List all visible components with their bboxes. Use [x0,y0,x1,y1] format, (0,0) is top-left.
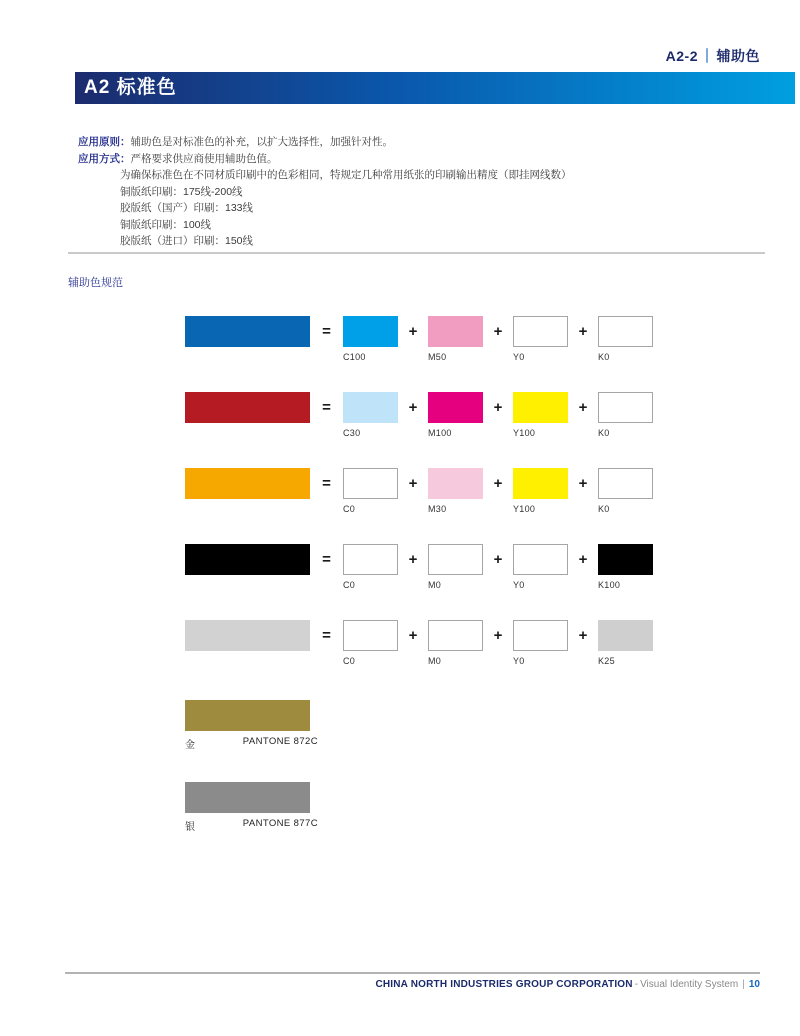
pantone-code: PANTONE 877C [242,818,318,829]
component-swatch [343,392,398,423]
component-swatch [598,392,653,423]
print-notes [120,167,572,250]
plus-sign: + [578,323,588,340]
component-label: M100 [428,428,452,438]
component-swatch [513,468,568,499]
intro-text-block [78,134,572,250]
cmyk-component [428,316,483,362]
cmyk-component [343,468,398,514]
component-swatch [428,316,483,347]
cmyk-component [428,392,483,438]
pantone-gold-labels [185,736,318,751]
component-label: Y0 [513,580,525,590]
cmyk-component [343,392,398,438]
component-label: C30 [343,428,361,438]
section-code: A2-2 [665,48,698,64]
component-label: M0 [428,580,442,590]
component-swatch [513,316,568,347]
footer-dash: - [634,979,639,990]
component-label: K0 [598,504,610,514]
cmyk-component [343,620,398,666]
plus-sign: + [408,475,418,492]
page-number: 10 [748,979,760,990]
cmyk-component [598,316,653,362]
component-label: M30 [428,504,447,514]
component-label: C100 [343,352,366,362]
note-line: 铜版纸印刷：175线-200线 [120,185,243,198]
cmyk-component [598,620,653,666]
section-divider-line [68,252,765,254]
component-swatch [513,544,568,575]
pantone-gold-block [185,700,318,751]
color-equation-row [185,620,653,666]
component-label: C0 [343,656,356,666]
plus-sign: + [493,323,503,340]
component-label: K0 [598,428,610,438]
result-color-swatch [185,544,310,575]
pantone-silver-block [185,782,318,833]
cmyk-component [343,544,398,590]
component-swatch [598,468,653,499]
pantone-gold-swatch [185,700,310,731]
component-swatch [343,316,398,347]
footer-company-name: CHINA NORTH INDUSTRIES GROUP CORPORATION [375,979,633,990]
footer-divider-line [65,972,760,974]
result-color-swatch [185,392,310,423]
principle-text: 辅助色是对标准色的补充，以扩大选择性，加强针对性。 [130,136,393,148]
component-swatch [598,316,653,347]
equals-sign: = [322,551,331,568]
component-swatch [513,620,568,651]
section-title: 辅助色规范 [68,277,123,289]
component-label: Y100 [513,428,536,438]
footer [375,979,760,990]
component-label: Y0 [513,352,525,362]
component-swatch [343,468,398,499]
cmyk-component [513,316,568,362]
component-label: Y100 [513,504,536,514]
footer-system-name: Visual Identity System [640,979,739,990]
cmyk-component [428,544,483,590]
component-swatch [428,392,483,423]
component-label: M50 [428,352,447,362]
equals-sign: = [322,323,331,340]
plus-sign: + [408,399,418,416]
component-swatch [428,468,483,499]
header-separator-bar: ｜ [700,48,715,64]
plus-sign: + [578,551,588,568]
page-title-bar [75,72,795,104]
component-label: K25 [598,656,615,666]
pantone-name: 银 [185,822,195,833]
component-label: K100 [598,580,621,590]
plus-sign: + [493,551,503,568]
note-line: 胶版纸（进口）印刷：150线 [120,235,254,247]
component-label: Y0 [513,656,525,666]
component-label: K0 [598,352,610,362]
cmyk-component [598,544,653,590]
section-code-label: 辅助色 [716,48,760,64]
cmyk-component [513,468,568,514]
plus-sign: + [493,627,503,644]
cmyk-component [513,544,568,590]
component-swatch [343,544,398,575]
plus-sign: + [493,475,503,492]
color-equation-row [185,392,653,438]
cmyk-component [598,468,653,514]
color-equation-row [185,544,653,590]
pantone-silver-swatch [185,782,310,813]
equals-sign: = [322,399,331,416]
plus-sign: + [408,627,418,644]
plus-sign: + [578,475,588,492]
equals-sign: = [322,475,331,492]
result-color-swatch [185,316,310,347]
principle-line [78,134,572,151]
pantone-code: PANTONE 872C [242,736,318,747]
cmyk-component [513,620,568,666]
cmyk-component [598,392,653,438]
component-label: M0 [428,656,442,666]
cmyk-component [343,316,398,362]
plus-sign: + [408,323,418,340]
component-swatch [343,620,398,651]
section-code-header [666,46,760,66]
method-line [78,151,572,168]
plus-sign: + [493,399,503,416]
pantone-silver-labels [185,818,318,833]
color-equations [185,316,653,696]
method-text: 严格要求供应商使用辅助色值。 [130,152,278,165]
component-swatch [513,392,568,423]
result-color-swatch [185,620,310,651]
footer-separator: | [742,979,745,990]
plus-sign: + [578,627,588,644]
color-equation-row [185,468,653,514]
note-line: 为确保标准色在不同材质印刷中的色彩相同，特规定几种常用纸张的印刷输出精度（即挂网线数） [120,169,572,181]
principle-label: 应用原则： [78,136,131,148]
color-equation-row [185,316,653,362]
component-label: C0 [343,504,356,514]
page-title: A2 标准色 [84,77,177,98]
cmyk-component [428,620,483,666]
pantone-name: 金 [185,740,195,751]
plus-sign: + [578,399,588,416]
note-line: 胶版纸（国产）印刷：133线 [120,202,254,214]
result-color-swatch [185,468,310,499]
cmyk-component [428,468,483,514]
component-swatch [428,620,483,651]
method-label: 应用方式： [78,152,131,165]
component-swatch [428,544,483,575]
equals-sign: = [322,627,331,644]
component-swatch [598,544,653,575]
component-swatch [598,620,653,651]
cmyk-component [513,392,568,438]
plus-sign: + [408,551,418,568]
component-label: C0 [343,580,356,590]
note-line: 铜版纸印刷：100线 [120,218,212,231]
